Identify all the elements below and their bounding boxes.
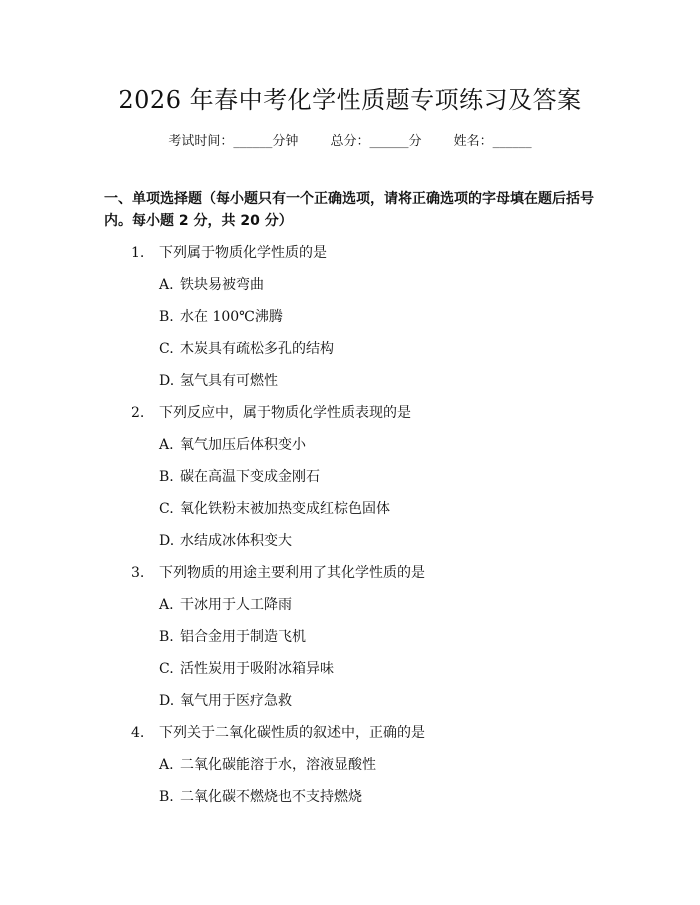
exam-time-field: 考试时间：______分钟 xyxy=(168,134,299,149)
answer-option xyxy=(0,594,700,626)
answer-option xyxy=(0,754,700,786)
answer-option xyxy=(0,530,700,562)
answer-option xyxy=(0,786,700,818)
option-text: 碳在高温下变成金刚石 xyxy=(180,469,320,485)
option-text: 铁块易被弯曲 xyxy=(180,277,264,293)
option-label: A. xyxy=(159,757,174,773)
section-heading: 一、单项选择题（每小题只有一个正确选项，请将正确选项的字母填在题后括号内。每小题 2 分，共 20 分） xyxy=(104,191,594,229)
option-label: B. xyxy=(159,789,174,805)
question-number: 4. xyxy=(131,725,145,741)
option-label: A. xyxy=(159,277,174,293)
answer-option xyxy=(0,658,700,690)
option-label: A. xyxy=(159,597,174,613)
question-text: 下列属于物质化学性质的是 xyxy=(159,245,327,261)
question-list xyxy=(0,242,700,818)
option-text: 水在 100℃沸腾 xyxy=(180,309,283,325)
option-text: 二氧化碳能溶于水，溶液显酸性 xyxy=(180,757,376,773)
option-label: A. xyxy=(159,437,174,453)
answer-option xyxy=(0,466,700,498)
option-text: 水结成冰体积变大 xyxy=(180,533,292,549)
question-number: 2. xyxy=(131,405,145,421)
answer-option xyxy=(0,370,700,402)
option-text: 木炭具有疏松多孔的结构 xyxy=(180,341,334,357)
question xyxy=(0,722,700,818)
question-text: 下列物质的用途主要利用了其化学性质的是 xyxy=(159,565,425,581)
exam-meta xyxy=(0,130,700,149)
option-text: 活性炭用于吸附冰箱异味 xyxy=(180,661,334,677)
option-label: D. xyxy=(159,533,175,549)
question-number: 3. xyxy=(131,565,145,581)
question-line xyxy=(0,242,700,274)
question xyxy=(0,402,700,562)
answer-option xyxy=(0,434,700,466)
question-line xyxy=(0,562,700,594)
answer-option xyxy=(0,498,700,530)
answer-option xyxy=(0,626,700,658)
question-text: 下列关于二氧化碳性质的叙述中，正确的是 xyxy=(159,725,425,741)
option-label: C. xyxy=(159,661,174,677)
option-text: 氢气具有可燃性 xyxy=(180,373,278,389)
question-line xyxy=(0,722,700,754)
question-line xyxy=(0,402,700,434)
question xyxy=(0,242,700,402)
option-label: C. xyxy=(159,341,174,357)
question-text: 下列反应中，属于物质化学性质表现的是 xyxy=(159,405,411,421)
answer-option xyxy=(0,306,700,338)
option-label: D. xyxy=(159,693,175,709)
option-text: 氧气加压后体积变小 xyxy=(180,437,306,453)
question xyxy=(0,562,700,722)
option-text: 干冰用于人工降雨 xyxy=(180,597,292,613)
answer-option xyxy=(0,274,700,306)
student-name-field: 姓名：______ xyxy=(453,134,532,149)
option-text: 二氧化碳不燃烧也不支持燃烧 xyxy=(180,789,362,805)
option-text: 铝合金用于制造飞机 xyxy=(180,629,306,645)
answer-option xyxy=(0,338,700,370)
question-number: 1. xyxy=(131,245,145,261)
option-text: 氧气用于医疗急救 xyxy=(180,693,292,709)
answer-option xyxy=(0,690,700,722)
option-label: B. xyxy=(159,629,174,645)
page-title: 2026 年春中考化学性质题专项练习及答案 xyxy=(118,86,582,114)
option-label: D. xyxy=(159,373,175,389)
total-score-field: 总分：______分 xyxy=(330,134,422,149)
option-label: B. xyxy=(159,469,174,485)
option-label: C. xyxy=(159,501,174,517)
option-label: B. xyxy=(159,309,174,325)
option-text: 氧化铁粉末被加热变成红棕色固体 xyxy=(180,501,390,517)
